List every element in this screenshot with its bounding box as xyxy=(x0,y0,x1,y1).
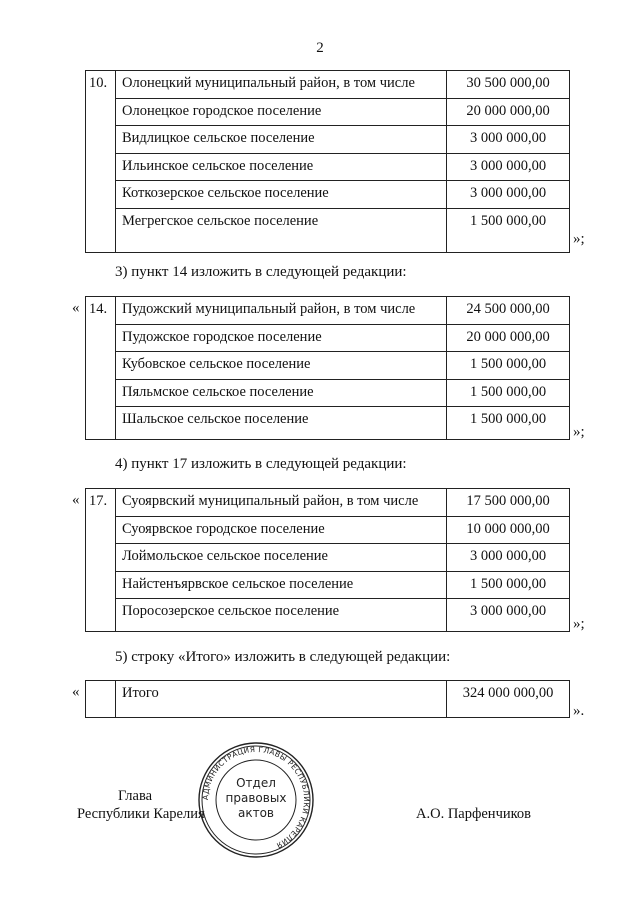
row-name: Суоярвский муниципальный район, в том числе xyxy=(116,489,446,517)
row-name: Пудожское городское поселение xyxy=(116,325,446,353)
amounts-column xyxy=(447,489,570,632)
row-amount: 1 500 000,00 xyxy=(469,212,547,229)
row-number: 17. xyxy=(86,489,116,632)
opening-quote: « xyxy=(72,300,80,316)
row-name: Олонецкое городское поселение xyxy=(116,99,446,127)
amounts-column xyxy=(447,681,570,718)
amounts-column xyxy=(447,71,570,253)
row-name: Мегрегское сельское поселение xyxy=(122,212,319,229)
names-column xyxy=(116,489,447,632)
row-amount: 1 500 000,00 xyxy=(447,572,569,600)
row-amount: 3 000 000,00 xyxy=(447,181,569,209)
paragraph-4: 4) пункт 17 изложить в следующей редакции: xyxy=(115,456,407,472)
row-amount: 3 000 000,00 xyxy=(447,126,569,154)
row-name: Поросозерское сельское поселение xyxy=(122,603,340,619)
row-amount: 1 500 000,00 xyxy=(469,411,547,427)
official-stamp xyxy=(196,740,316,860)
opening-quote: « xyxy=(72,684,80,700)
row-number xyxy=(86,681,116,718)
row-amount: 10 000 000,00 xyxy=(447,517,569,545)
signature-title-line2: Республики Карелия xyxy=(77,806,205,822)
row-name: Кубовское сельское поселение xyxy=(116,352,446,380)
paragraph-3: 3) пункт 14 изложить в следующей редакции: xyxy=(115,264,407,280)
amounts-column xyxy=(447,297,570,440)
row-number: 14. xyxy=(86,297,116,440)
closing-quote: »; xyxy=(573,231,585,247)
row-amount: 17 500 000,00 xyxy=(447,489,569,517)
row-name: Пудожский муниципальный район, в том числе xyxy=(116,297,446,325)
row-amount: 24 500 000,00 xyxy=(447,297,569,325)
closing-quote: »; xyxy=(573,424,585,440)
closing-quote: »; xyxy=(573,616,585,632)
closing-quote: ». xyxy=(573,703,585,719)
page-number: 2 xyxy=(316,40,324,56)
row-name: Итого xyxy=(122,685,159,701)
stamp-line: правовых xyxy=(225,791,287,805)
row-name: Шальское сельское поселение xyxy=(122,411,309,427)
row-name: Пяльмское сельское поселение xyxy=(116,380,446,408)
table-olonets xyxy=(85,70,570,253)
row-amount: 20 000 000,00 xyxy=(447,325,569,353)
names-column xyxy=(116,681,447,718)
row-amount: 1 500 000,00 xyxy=(447,380,569,408)
paragraph-5: 5) строку «Итого» изложить в следующей редакции: xyxy=(115,649,451,665)
table-suojarvi xyxy=(85,488,570,632)
signatory-name: А.О. Парфенчиков xyxy=(416,806,532,822)
table-pudozh xyxy=(85,296,570,440)
row-amount: 20 000 000,00 xyxy=(447,99,569,127)
stamp-ring-text: АДМИНИСТРАЦИЯ ГЛАВЫ РЕСПУБЛИКИ КАРЕЛИЯ xyxy=(200,744,312,851)
row-name: Суоярвское городское поселение xyxy=(116,517,446,545)
stamp-line: актов xyxy=(237,806,275,820)
row-amount: 324 000 000,00 xyxy=(462,685,554,701)
signature-title-line1: Глава xyxy=(118,788,153,804)
stamp-line: Отдел xyxy=(236,776,276,790)
row-name: Олонецкий муниципальный район, в том числе xyxy=(116,71,446,99)
row-name: Найстенъярвское сельское поселение xyxy=(116,572,446,600)
row-name: Ильинское сельское поселение xyxy=(116,154,446,182)
row-name: Коткозерское сельское поселение xyxy=(116,181,446,209)
row-name: Лоймольское сельское поселение xyxy=(116,544,446,572)
row-amount: 1 500 000,00 xyxy=(447,352,569,380)
row-name: Видлицкое сельское поселение xyxy=(116,126,446,154)
table-total xyxy=(85,680,570,718)
opening-quote: « xyxy=(72,492,80,508)
row-amount: 3 000 000,00 xyxy=(447,154,569,182)
row-amount: 3 000 000,00 xyxy=(447,544,569,572)
row-amount: 3 000 000,00 xyxy=(469,603,547,619)
names-column xyxy=(116,71,447,253)
names-column xyxy=(116,297,447,440)
row-amount: 30 500 000,00 xyxy=(447,71,569,99)
row-number: 10. xyxy=(86,71,116,253)
